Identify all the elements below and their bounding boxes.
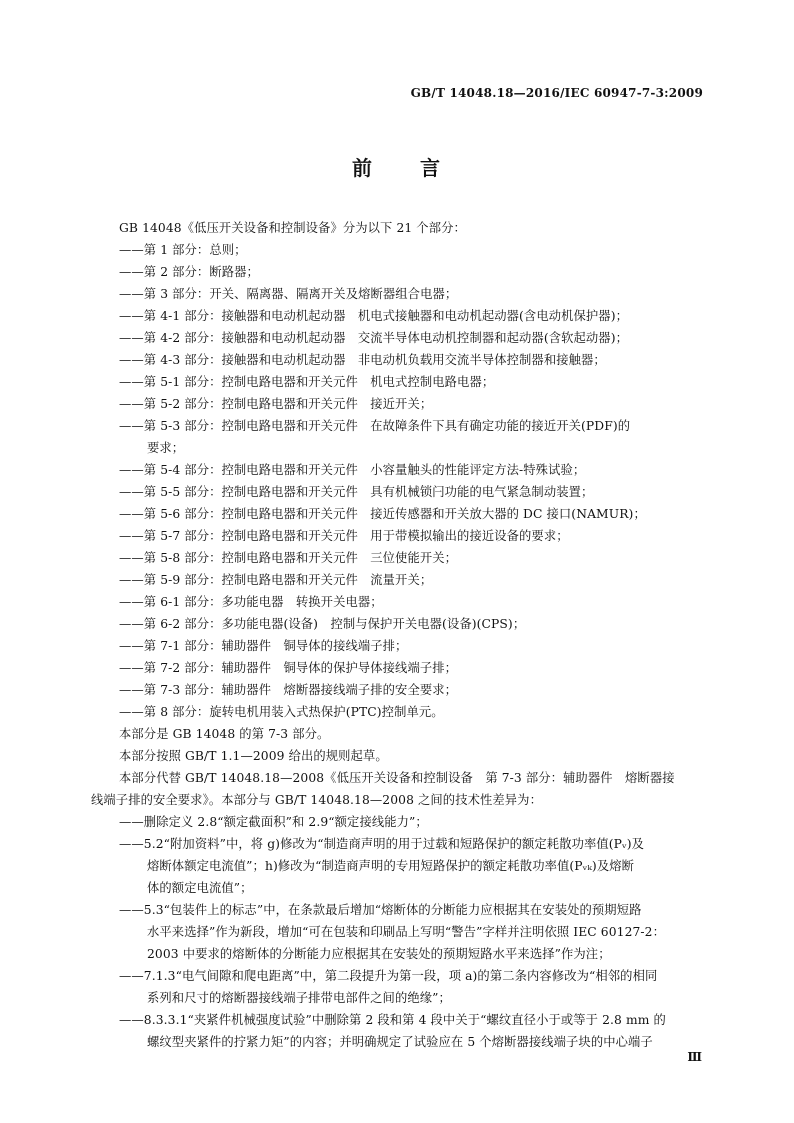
text-line: ——第 5-6 部分：控制电路电器和开关元件 接近传感器和开关放大器的 DC 接口(NAMUR)； <box>119 507 646 521</box>
text-line: 本部分是 GB 14048 的第 7-3 部分。 <box>119 727 330 741</box>
text-line: ——第 5-8 部分：控制电路电器和开关元件 三位使能开关； <box>119 551 458 565</box>
text-line: ——第 5-9 部分：控制电路电器和开关元件 流量开关； <box>119 573 433 587</box>
text-line: ——删除定义 2.8“额定截面积”和 2.9“额定接线能力”； <box>119 815 428 829</box>
text-line: ——5.2“附加资料”中，将 g)修改为“制造商声明的用于过载和短路保护的额定耗散功率值(Pᵥ)及 <box>119 837 645 851</box>
text-line: ——第 5-5 部分：控制电路电器和开关元件 具有机械锁闩功能的电气紧急制动装置； <box>119 485 594 499</box>
text-line: 线端子排的安全要求》。本部分与 GB/T 14048.18—2008 之间的技术性差异为： <box>91 793 542 807</box>
text-line: ——第 6-1 部分：多功能电器 转换开关电器； <box>119 595 383 609</box>
text-line: 体的额定电流值”； <box>147 881 253 895</box>
text-line: ——第 1 部分：总则； <box>119 243 247 257</box>
text-line: ——第 2 部分：断路器； <box>119 265 259 279</box>
text-line: ——第 4-1 部分：接触器和电动机起动器 机电式接触器和电动机起动器(含电动机保护器)； <box>119 309 628 323</box>
text-line: ——第 5-4 部分：控制电路电器和开关元件 小容量触头的性能评定方法-特殊试验； <box>119 463 586 477</box>
standard-identifier: GB/T 14048.18—2016/IEC 60947-7-3:2009 <box>410 86 703 100</box>
text-line: 螺纹型夹紧件的拧紧力矩”的内容；并明确规定了试验应在 5 个熔断器接线端子块的中心端子 <box>147 1035 653 1049</box>
title-char-1: 前 <box>352 156 374 180</box>
text-line: 要求； <box>147 441 185 455</box>
page-number: Ⅲ <box>687 1050 702 1064</box>
text-line: ——8.3.3.1“夹紧件机械强度试验”中删除第 2 段和第 4 段中关于“螺纹直径小于或等于 2.8 mm 的 <box>119 1013 666 1027</box>
text-line: GB 14048《低压开关设备和控制设备》分为以下 21 个部分： <box>119 221 466 235</box>
text-line: 本部分代替 GB/T 14048.18—2008《低压开关设备和控制设备 第 7-3 部分：辅助器件 熔断器接 <box>119 771 675 785</box>
text-line: ——第 6-2 部分：多功能电器(设备) 控制与保护开关电器(设备)(CPS)； <box>119 617 526 631</box>
text-line: ——5.3“包装件上的标志”中，在条款最后增加“熔断体的分断能力应根据其在安装处的预期短路 <box>119 903 642 917</box>
page-title <box>0 152 794 181</box>
text-line: ——第 3 部分：开关、隔离器、隔离开关及熔断器组合电器； <box>119 287 458 301</box>
title-char-2: 言 <box>420 156 442 180</box>
text-line: 本部分按照 GB/T 1.1—2009 给出的规则起草。 <box>119 749 388 763</box>
text-line: ——第 5-2 部分：控制电路电器和开关元件 接近开关； <box>119 397 433 411</box>
text-line: ——第 5-3 部分：控制电路电器和开关元件 在故障条件下具有确定功能的接近开关(PDF)的 <box>119 419 631 433</box>
text-line: ——第 5-7 部分：控制电路电器和开关元件 用于带模拟输出的接近设备的要求； <box>119 529 569 543</box>
text-line: ——第 4-2 部分：接触器和电动机起动器 交流半导体电动机控制器和起动器(含软起动器)； <box>119 331 628 345</box>
text-line: 2003 中要求的熔断体的分断能力应根据其在安装处的预期短路水平来选择”作为注； <box>147 947 611 961</box>
text-line: 熔断体额定电流值”；h)修改为“制造商声明的专用短路保护的额定耗散功率值(Pᵥₖ)及熔断 <box>147 859 635 873</box>
text-line: ——第 7-3 部分：辅助器件 熔断器接线端子排的安全要求； <box>119 683 458 697</box>
text-line: ——第 5-1 部分：控制电路电器和开关元件 机电式控制电路电器； <box>119 375 495 389</box>
text-line: 水平来选择”作为新段，增加“可在包装和印刷品上写明“警告”字样并注明依照 IEC 60127-2： <box>147 925 666 939</box>
text-line: ——第 8 部分：旋转电机用装入式热保护(PTC)控制单元。 <box>119 705 444 719</box>
text-line: ——第 7-1 部分：辅助器件 铜导体的接线端子排； <box>119 639 408 653</box>
text-line: ——第 7-2 部分：辅助器件 铜导体的保护导体接线端子排； <box>119 661 458 675</box>
text-line: ——7.1.3“电气间隙和爬电距离”中，第二段提升为第一段，项 a)的第二条内容修改为“相邻的相同 <box>119 969 658 983</box>
text-line: ——第 4-3 部分：接触器和电动机起动器 非电动机负载用交流半导体控制器和接触器； <box>119 353 606 367</box>
text-line: 系列和尺寸的熔断器接线端子排带电部件之间的绝缘”； <box>147 991 451 1005</box>
